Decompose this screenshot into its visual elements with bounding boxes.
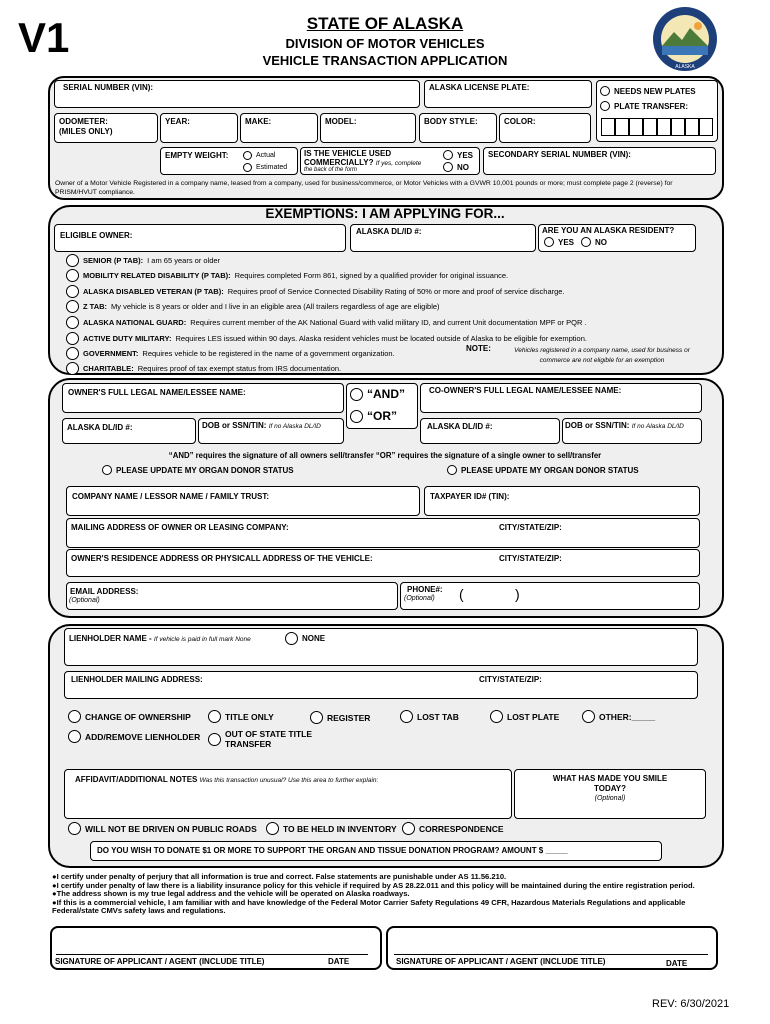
resident-no-option[interactable]: NO (581, 237, 607, 247)
or-option[interactable]: “OR” (350, 409, 397, 423)
applicant-signature-field[interactable]: SIGNATURE OF APPLICANT / AGENT (INCLUDE TITLE) DATE (50, 926, 382, 970)
lienholder-address-field[interactable]: LIENHOLDER MAILING ADDRESS: CITY/STATE/ZIP: (64, 671, 698, 699)
radio-icon (490, 710, 503, 723)
plate-transfer-option[interactable]: PLATE TRANSFER: (600, 101, 688, 111)
weight-actual-option[interactable]: Actual (243, 151, 275, 160)
resident-question-box: ARE YOU AN ALASKA RESIDENT? YES NO (538, 224, 696, 252)
make-field[interactable]: MAKE: (240, 113, 318, 143)
radio-icon (66, 269, 79, 282)
year-field[interactable]: YEAR: (160, 113, 238, 143)
radio-icon (582, 710, 595, 723)
register-option[interactable]: REGISTER (310, 711, 370, 724)
company-name-field[interactable]: COMPANY NAME / LESSOR NAME / FAMILY TRUST: (66, 486, 420, 516)
radio-icon (102, 465, 112, 475)
radio-icon (68, 730, 81, 743)
owner-dl-field[interactable]: ALASKA DL/ID #: (62, 418, 196, 444)
radio-icon (350, 388, 363, 401)
and-or-note: “AND” requires the signature of all owners sell/transfer “OR” requires the signature of a single owner to sell/transfer (168, 451, 602, 460)
commercial-no-option[interactable]: NO (443, 162, 469, 172)
form-title: VEHICLE TRANSACTION APPLICATION (262, 53, 508, 68)
not-driven-option[interactable]: WILL NOT BE DRIVEN ON PUBLIC ROADS (68, 822, 257, 835)
radio-icon (68, 710, 81, 723)
signature-line (56, 954, 368, 955)
radio-icon (350, 410, 363, 423)
affidavit-notes-field[interactable]: AFFIDAVIT/ADDITIONAL NOTES Was this transaction unusual? Use this area to further explain: (64, 769, 512, 819)
radio-icon (66, 254, 79, 267)
radio-icon (402, 822, 415, 835)
exemption-note-text: Vehicles registered in a company name, used for business or commerce are not eligible for an exemption (514, 347, 690, 364)
radio-icon (285, 632, 298, 645)
plate-char-cell[interactable] (657, 118, 671, 136)
smile-field[interactable]: WHAT HAS MADE YOU SMILE TODAY? (Optional) (514, 769, 706, 819)
radio-icon (66, 347, 79, 360)
radio-icon (208, 710, 221, 723)
radio-icon (581, 237, 591, 247)
exemption-government[interactable]: GOVERNMENT: Requires vehicle to be registered in the name of a government organization. (66, 347, 395, 360)
signature-line (394, 954, 708, 955)
lien-none-option[interactable]: NONE (285, 632, 325, 645)
exemption-national-guard[interactable]: ALASKA NATIONAL GUARD: Requires current member of the AK National Guard with valid military ID, and current Unit documentation MPF or PQR . (66, 316, 587, 329)
out-of-state-option[interactable]: OUT OF STATE TITLE TRANSFER (208, 729, 312, 749)
division-title: DIVISION OF MOTOR VEHICLES (285, 36, 485, 51)
exemption-z-tab[interactable]: Z TAB: My vehicle is 8 years or older and I live in an eligible area (All trailers regardless of age are eligible) (66, 300, 440, 313)
and-or-box (346, 383, 418, 429)
coapplicant-signature-field[interactable]: SIGNATURE OF APPLICANT / AGENT (INCLUDE TITLE) DATE (386, 926, 718, 970)
version-label: V1 (18, 14, 70, 61)
radio-icon (66, 285, 79, 298)
add-remove-lienholder-option[interactable]: ADD/REMOVE LIENHOLDER (68, 730, 200, 743)
taxpayer-id-field[interactable]: TAXPAYER ID# (TIN): (424, 486, 700, 516)
plate-char-cell[interactable] (629, 118, 643, 136)
lost-tab-option[interactable]: LOST TAB (400, 710, 459, 723)
commercial-yes-option[interactable]: YES (443, 150, 473, 160)
radio-icon (310, 711, 323, 724)
phone-field[interactable]: PHONE#: (Optional) ( ) (400, 582, 700, 610)
and-option[interactable]: “AND” (350, 387, 405, 401)
coowner-dl-field[interactable]: ALASKA DL/ID #: (420, 418, 560, 444)
held-inventory-option[interactable]: TO BE HELD IN INVENTORY (266, 822, 397, 835)
mailing-address-field[interactable]: MAILING ADDRESS OF OWNER OR LEASING COMPANY: CITY/STATE/ZIP: (66, 518, 700, 548)
radio-icon (443, 150, 453, 160)
radio-icon (600, 86, 610, 96)
plate-char-cell[interactable] (615, 118, 629, 136)
state-seal-icon (652, 6, 718, 72)
plate-char-cell[interactable] (601, 118, 615, 136)
exemption-dl-field[interactable]: ALASKA DL/ID #: (350, 224, 536, 252)
other-option[interactable]: OTHER:_____ (582, 710, 655, 723)
empty-weight-field[interactable]: EMPTY WEIGHT: Actual Estimated (160, 147, 298, 175)
certification-text: ●I certify under penalty of perjury that all information is true and correct. False statements are punishable under AS 11.56.210. ●I certify under penalty of law there is a liability insurance policy for this vehicle if required by AS 28.22.011 and this policy will be maintained during the entire registration period. ●The address shown is my true legal address and the vehicle will be operated on Alaska roadways. ●If this is a commercial vehicle, I am familiar with and have knowledge of the Federal Motor Carrier Safety Regulations 49 CFR, Hazardous Materials Regulations and applicable Federal/state CMVs safety laws and regulations. (52, 872, 695, 915)
secondary-serial-field[interactable]: SECONDARY SERIAL NUMBER (VIN): (483, 147, 716, 175)
coowner-name-field[interactable]: CO-OWNER'S FULL LEGAL NAME/LESSEE NAME: (420, 383, 702, 413)
exemptions-title: EXEMPTIONS: I AM APPLYING FOR... (265, 206, 505, 221)
radio-icon (66, 316, 79, 329)
exemption-mobility[interactable]: MOBILITY RELATED DISABILITY (P TAB): Requires completed Form 861, signed by a qualified provider for original issuance. (66, 269, 508, 282)
color-field[interactable]: COLOR: (499, 113, 591, 143)
plate-char-cell[interactable] (685, 118, 699, 136)
radio-icon (447, 465, 457, 475)
coowner-dob-field[interactable]: DOB or SSN/TIN: If no Alaska DL/ID (562, 418, 702, 444)
lienholder-name-field[interactable]: LIENHOLDER NAME - If vehicle is paid in full mark None NONE (64, 628, 698, 666)
radio-icon (66, 332, 79, 345)
radio-icon (243, 163, 252, 172)
radio-icon (443, 162, 453, 172)
exemption-note-label: NOTE: (466, 344, 491, 353)
title-only-option[interactable]: TITLE ONLY (208, 710, 274, 723)
exemption-veteran[interactable]: ALASKA DISABLED VETERAN (P TAB): Requires proof of Service Connected Disability Rating of 50% or more and proof of service discharge. (66, 285, 565, 298)
weight-estimated-option[interactable]: Estimated (243, 163, 287, 172)
owner-name-field[interactable]: OWNER'S FULL LEGAL NAME/LESSEE NAME: (62, 383, 344, 413)
license-plate-field[interactable]: ALASKA LICENSE PLATE: (424, 80, 592, 108)
radio-icon (66, 362, 79, 375)
exemption-senior[interactable]: SENIOR (P TAB): I am 65 years or older (66, 254, 220, 267)
commercial-use-field: IS THE VEHICLE USED COMMERCIALLY? If yes, complete the back of the form YES NO (300, 147, 480, 175)
radio-icon (600, 101, 610, 111)
owner-dob-field[interactable]: DOB or SSN/TIN: If no Alaska DL/ID (198, 418, 344, 444)
model-field[interactable]: MODEL: (320, 113, 416, 143)
radio-icon (400, 710, 413, 723)
body-style-field[interactable]: BODY STYLE: (419, 113, 497, 143)
coowner-organ-donor-option[interactable]: PLEASE UPDATE MY ORGAN DONOR STATUS (447, 465, 639, 475)
eligible-owner-field[interactable]: ELIGIBLE OWNER: (54, 224, 346, 252)
plate-char-cell[interactable] (671, 118, 685, 136)
residence-address-field[interactable]: OWNER'S RESIDENCE ADDRESS OR PHYSICALL ADDRESS OF THE VEHICLE: CITY/STATE/ZIP: (66, 549, 700, 577)
odometer-field[interactable]: ODOMETER: (MILES ONLY) (54, 113, 158, 143)
svg-text:ALASKA: ALASKA (675, 64, 695, 70)
lost-plate-option[interactable]: LOST PLATE (490, 710, 559, 723)
radio-icon (208, 733, 221, 746)
exemption-charitable[interactable]: CHARITABLE: Requires proof of tax exempt status from IRS documentation. (66, 362, 341, 375)
donation-field[interactable]: DO YOU WISH TO DONATE $1 OR MORE TO SUPPORT THE ORGAN AND TISSUE DONATION PROGRAM? AMOUNT $ _____ (90, 841, 662, 861)
radio-icon (544, 237, 554, 247)
plate-char-cell[interactable] (643, 118, 657, 136)
correspondence-option[interactable]: CORRESPONDENCE (402, 822, 504, 835)
plate-char-cell[interactable] (699, 118, 713, 136)
email-field[interactable]: EMAIL ADDRESS: (Optional) (66, 582, 398, 610)
gvwr-note: Owner of a Motor Vehicle Registered in a company name, leased from a company, used for business/commerce, or Motor Vehicles with a GVWR 10,001 pounds or more; must complete page 2 (reverse) for PRISM/HVUT compliance. (55, 180, 673, 196)
state-title: STATE OF ALASKA (306, 14, 464, 33)
needs-new-plates-option[interactable]: NEEDS NEW PLATES (600, 86, 696, 96)
resident-yes-option[interactable]: YES (544, 237, 574, 247)
owner-organ-donor-option[interactable]: PLEASE UPDATE MY ORGAN DONOR STATUS (102, 465, 294, 475)
revision-date: REV: 6/30/2021 (652, 998, 730, 1010)
exemption-active-duty[interactable]: ACTIVE DUTY MILITARY: Requires LES issued within 90 days. Alaska resident vehicles must be located outside of Alaska to be eligible for exemption. (66, 332, 587, 345)
change-of-ownership-option[interactable]: CHANGE OF OWNERSHIP (68, 710, 191, 723)
radio-icon (243, 151, 252, 160)
radio-icon (68, 822, 81, 835)
radio-icon (66, 300, 79, 313)
serial-number-field[interactable]: SERIAL NUMBER (VIN): (54, 80, 420, 108)
radio-icon (266, 822, 279, 835)
